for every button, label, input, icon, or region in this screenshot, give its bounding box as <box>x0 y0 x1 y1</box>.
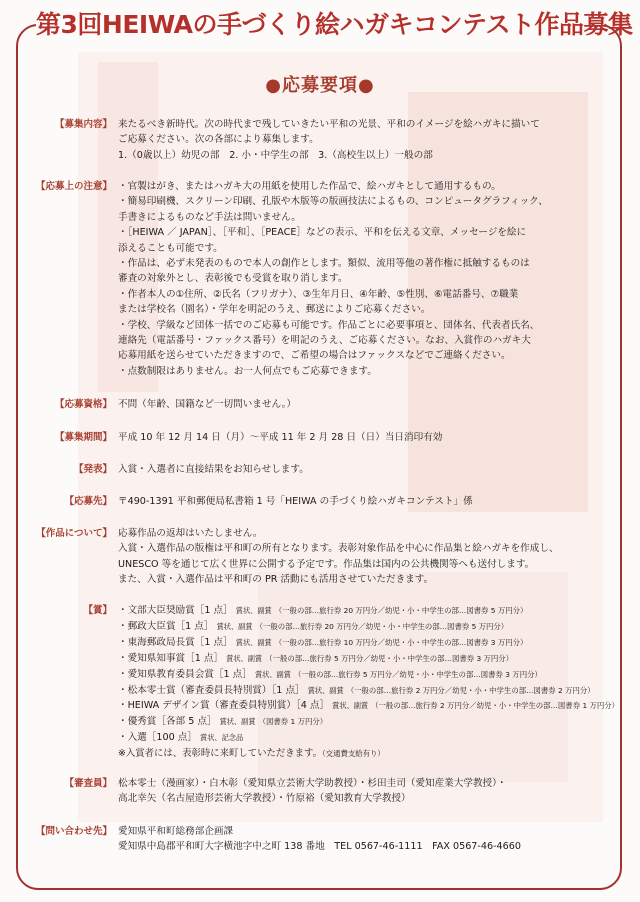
prize-award: 賞状、副賞 <box>216 621 253 631</box>
text-line: 来たるべき新時代。次の時代まで残していきたい平和の光景、平和のイメージを絵ハガキに描いて <box>118 119 540 130</box>
label-notes: 【応募上の注意】 <box>35 181 112 192</box>
prize-name: ・文部大臣奨励賞［1 点］ <box>118 605 233 616</box>
label-contact: 【問い合わせ先】 <box>35 826 112 837</box>
prize-award: 賞状、副賞 <box>307 685 344 695</box>
label-works: 【作品について】 <box>36 528 112 539</box>
prize-award: 賞状、副賞 <box>254 669 291 679</box>
announcement-text: 入賞・入選者に直接結果をお知らせします。 <box>118 464 309 475</box>
text-line: UNESCO 等を通じて広く世界に公開する予定です。作品集は国内の公共機関等へも送付します。 <box>118 558 535 570</box>
text-line: 応募用紙を送らせていただきますので、ご希望の場合はファックスなどでご連絡ください。 <box>118 350 511 362</box>
label-content: 【募集内容】 <box>54 119 112 130</box>
list-item <box>118 287 618 318</box>
prize-name: ・東海郵政局長賞［1 点］ <box>118 636 233 648</box>
list-item <box>118 194 618 225</box>
judges-body <box>118 776 618 807</box>
prize-item <box>118 619 618 635</box>
label-judges: 【審査員】 <box>64 778 112 789</box>
text-line: 松本零士（漫画家）・白木彰（愛知県立芸術大学助教授）・杉田圭司（愛知産業大学教授）・ <box>118 778 507 789</box>
text-line: ご応募ください。次の各部により募集します。 <box>118 134 319 146</box>
prize-name: ・優秀賞［各部 5 点］ <box>118 716 217 728</box>
text-line: 審査の対象外とし、表彰後でも受賞を取り消します。 <box>118 273 348 285</box>
prize-item <box>118 714 618 730</box>
contact-org: 愛知県平和町総務部企画課 <box>118 826 234 837</box>
prize-detail: （一般の部…旅行券 2 万円分／幼児・小・中学生の部…図書券 2 万円分） <box>346 685 595 695</box>
text-line: ・簡易印刷機、スクリーン印刷、孔版や木版等の版画技法によるもの、コンピュータグラフィック、 <box>118 196 548 208</box>
text-line: 添えることも可能です。 <box>118 242 223 254</box>
prize-name: ・入選［100 点］ <box>118 732 197 744</box>
contact-address: 愛知県中島郡平和町大字横池字中之町 138 番地 <box>118 841 325 853</box>
text-line: また、入賞・入選作品は平和町の PR 活動にも活用させていただきます。 <box>118 574 434 586</box>
list-item <box>118 225 618 256</box>
text-line: ・官製はがき、またはハガキ大の用紙を使用した作品で、絵ハガキとして通用するもの。 <box>118 181 501 192</box>
prize-award: 賞状、記念品 <box>200 733 244 743</box>
prize-item <box>118 730 618 746</box>
prize-detail: （一般の部…旅行券 10 万円分／幼児・小・中学生の部…図書券 3 万円分） <box>274 637 528 647</box>
list-item <box>118 179 618 194</box>
text-line: 応募作品の返却はいたしません。 <box>118 528 263 539</box>
prize-item <box>118 698 618 714</box>
prize-award: 賞状、副賞 <box>332 701 369 711</box>
prize-name: ・愛知県教育委員会賞［1 点］ <box>118 668 252 680</box>
text-line: または学校名（園名）・学年を明記のうえ、郵送によりご応募ください。 <box>118 304 431 316</box>
prize-detail: （一般の部…旅行券 2 万円分／幼児・小・中学生の部…図書券 1 万円分） <box>371 701 620 711</box>
label-eligibility: 【応募資格】 <box>54 399 112 410</box>
eligibility-text: 不問（年齢、国籍など一切問いません。） <box>118 399 297 410</box>
notes-body <box>118 179 618 379</box>
prize-detail: （一般の部…旅行券 20 万円分／幼児・小・中学生の部…図書券 5 万円分） <box>274 606 528 615</box>
label-announcement: 【発表】 <box>73 464 112 475</box>
destination-text: 〒490-1391 平和郵便局私書箱 1 号「HEIWA の手づくり絵ハガキコンテスト」係 <box>118 496 473 507</box>
text-line: ・作者本人の①住所、②氏名（フリガナ）、③生年月日、④年齢、⑤性別、⑥電話番号、⑦職業 <box>118 288 519 300</box>
label-prizes: 【賞】 <box>83 605 112 616</box>
text-line: 高北幸矢（名古屋造形芸術大学教授）・竹原裕（愛知教育大学教授） <box>118 793 411 805</box>
prize-detail: （一般の部…旅行券 5 万円分／幼児・小・中学生の部…図書券 3 万円分） <box>265 653 514 663</box>
prize-award: 賞状、副賞 <box>235 637 272 647</box>
period-text: 平成 10 年 12 月 14 日（月）～平成 11 年 2 月 28 日（日）当日消印有効 <box>118 432 443 443</box>
text-line: ・［HEIWA ／ JAPAN］、［平和］、［PEACE］などの表示、平和を伝える文章、メッセージを絵に <box>118 227 527 239</box>
prize-name: ・松本零士賞（審査委員長特別賞）［1 点］ <box>118 684 305 696</box>
prize-name: ・郵政大臣賞［1 点］ <box>118 620 214 632</box>
contact-tel: TEL 0567-46-1111 <box>334 841 423 853</box>
list-item <box>118 256 618 287</box>
text-line: 手書きによるものなど手法は問いません。 <box>118 211 301 223</box>
prize-item <box>118 667 618 683</box>
prize-detail: （一般の部…旅行券 20 万円分／幼児・小・中学生の部…図書券 5 万円分） <box>255 621 509 631</box>
prize-award: 賞状、副賞 <box>235 606 272 615</box>
prize-item <box>118 635 618 651</box>
text-line: 入賞・入選作品の版権は平和町の所有となります。表彰対象作品を中心に作品集と絵ハガキを作成し、 <box>118 543 559 555</box>
prize-item <box>118 651 618 667</box>
label-period: 【募集期間】 <box>54 432 112 443</box>
content-body <box>118 117 618 163</box>
prize-award: 賞状、副賞 <box>226 653 263 663</box>
text-line: ・学校、学級など団体一括でのご応募も可能です。作品ごとに必要事項と、団体名、代表者氏名、 <box>118 319 540 331</box>
label-destination: 【応募先】 <box>64 496 112 507</box>
text-line: 1.（0歳以上）幼児の部 2. 小・中学生の部 3.（高校生以上）一般の部 <box>118 149 433 161</box>
prize-item <box>118 683 618 699</box>
prize-award: 賞状、副賞 <box>219 717 256 727</box>
prize-name: ・HEIWA デザイン賞（審査委員特別賞）［4 点］ <box>118 700 330 712</box>
works-body <box>118 526 618 588</box>
prize-detail: （図書券 1 万円分） <box>258 717 328 727</box>
prize-note <box>118 746 618 762</box>
contact-fax: FAX 0567-46-4660 <box>432 841 521 853</box>
text-line: 連絡先（電話番号・ファックス番号）を明記のうえ、ご応募ください。なお、入賞作のハガキ大 <box>118 335 531 347</box>
contact-address-line <box>118 839 618 854</box>
list-item <box>118 318 618 364</box>
prize-name: ・愛知県知事賞［1 点］ <box>118 652 224 664</box>
prizes-body <box>118 603 618 762</box>
prize-item <box>118 603 618 619</box>
list-item <box>118 364 618 379</box>
section-heading: ●応募要項● <box>265 75 375 96</box>
contact-body <box>118 824 618 855</box>
prize-detail: （一般の部…旅行券 5 万円分／幼児・小・中学生の部…図書券 3 万円分） <box>293 669 542 679</box>
prize-note-main: ※入賞者には、表彰時に来町していただきます。 <box>118 748 322 760</box>
page-title: 第3回HEIWAの手づくり絵ハガキコンテスト作品募集 <box>36 8 604 42</box>
text-line: ・作品は、必ず未発表のもので本人の創作とします。類似、流用等他の著作権に抵触するものは <box>118 258 530 270</box>
prize-note-small: （交通費支給有り） <box>321 749 385 759</box>
text-line: ・点数制限はありません。お一人何点でもご応募できます。 <box>118 365 377 377</box>
